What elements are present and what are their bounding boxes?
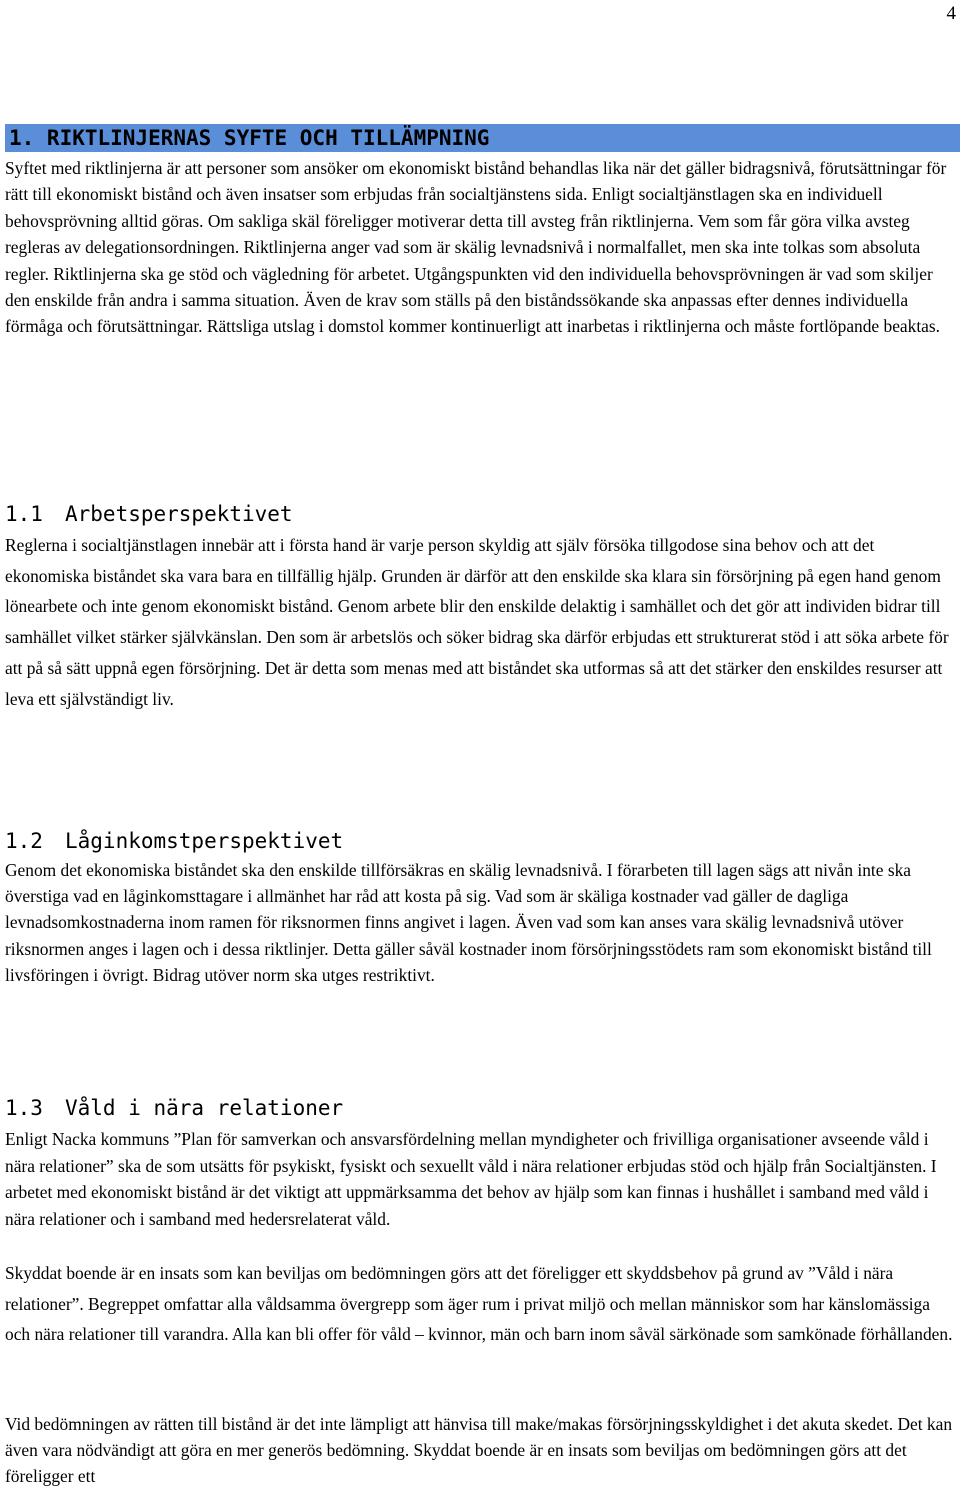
section-heading-1-2 [5,827,343,855]
section-number: 1.1 [5,502,43,526]
section-1-3-paragraph-3: Vid bedömningen av rätten till bistånd är det inte lämpligt att hänvisa till make/makas försörjningsskyldighet i det akuta skedet. Det kan även vara nödvändigt att göra en mer generös bedömning. Skyddat boende är en insats som beviljas om bedömningen görs att det föreligger ett [5,1414,953,1487]
section-1-2-paragraph: Genom det ekonomiska biståndet ska den enskilde tillförsäkras en skälig levnadsnivå. I förarbeten till lagen sägs att nivån inte ska överstiga vad en låginkomsttagare i allmänhet har råd att kosta på sig. Vad som är skäliga kostnader vad gäller de dagliga levnadsomkostnaderna inom ramen för riksnormen finns angivet i lagen. Även vad som kan anses vara skälig levnadsnivå utöver riksnormen anges i lagen och i dessa riktlinjer. Detta gäller såväl kostnader inom försörjningsstödets ram som ekonomiskt bistånd till livsföringen i övrigt. Bidrag utöver norm ska utges restriktivt. [5,860,932,985]
section-1-paragraph: Syftet med riktlinjerna är att personer som ansöker om ekonomiskt bistånd behandlas lika när det gäller bidragsnivå, förutsättningar för rätt till ekonomiskt bistånd och även insatser som erbjudas från socialtjänstens sida. Enligt socialtjänstlagen ska en individuell behovsprövning alltid göras. Om sakliga skäl föreligger motiverar detta till avsteg från riktlinjerna. Vem som får göra vilka avsteg regleras av delegationsordningen. Riktlinjerna anger vad som är skälig levnadsnivå i normalfallet, men ska inte tolkas som absoluta regler. Riktlinjerna ska ge stöd och vägledning för arbetet. Utgångspunkten vid den individuella behovsprövningen är vad som skiljer den enskilde från andra i samma situation. Även de krav som ställs på den biståndssökande ska anpassas efter dennes individuella förmåga och förutsättningar. Rättsliga utslag i domstol kommer kontinuerligt att inarbetas i riktlinjerna och måste fortlöpande beaktas. [5,158,947,337]
section-1-1-paragraph: Reglerna i socialtjänstlagen innebär att i första hand är varje person skyldig att själv försöka tillgodose sina behov och att det ekonomiska biståndet ska vara bara en tillfällig hjälp. Grunden är därför att den enskilde ska klara sin försörjning på egen hand genom lönearbete och inte genom ekonomiskt bistånd. Genom arbete blir den enskilde delaktig i samhället och det gör att individen bidrar till samhället vilket stärker självkänslan. Den som är arbetslös och söker bidrag ska därför erbjudas ett strukturerat stöd i att söka arbete för att på så sätt uppnå egen försörjning. Det är detta som menas med att biståndet ska utformas så att det stärker den enskildes resurser att leva ett självständigt liv. [5,535,949,709]
section-title: Arbetsperspektivet [65,502,293,526]
section-heading-1: 1. RIKTLINJERNAS SYFTE OCH TILLÄMPNING [5,124,960,152]
section-number: 1.2 [5,829,43,853]
section-title: Våld i nära relationer [65,1096,344,1120]
page-number: 4 [946,3,956,24]
section-number: 1.3 [5,1096,43,1120]
section-heading-1-1 [5,500,293,528]
section-title: Låginkomstperspektivet [65,829,344,853]
section-1-3-paragraph-2: Skyddat boende är en insats som kan beviljas om bedömningen görs att det föreligger ett skyddsbehov på grund av ”Våld i nära relationer”. Begreppet omfattar alla våldsamma övergrepp som äger rum i privat miljö och mellan människor som har känslomässiga och nära relationer till varandra. Alla kan bli offer för våld – kvinnor, män och barn inom såväl särkönade som samkönade förhållanden. [5,1263,953,1344]
section-1-3-paragraph-1: Enligt Nacka kommuns ”Plan för samverkan och ansvarsfördelning mellan myndigheter och frivilliga organisationer avseende våld i nära relationer” ska de som utsätts för psykiskt, fysiskt och sexuellt våld i nära relationer erbjudas stöd och hjälp från Socialtjänsten. I arbetet med ekonomiskt bistånd är det viktigt att uppmärksamma det behov av hjälp som kan finnas i hushållet i samband med våld i nära relationer och i samband med hedersrelaterat våld. [5,1129,937,1229]
section-heading-1-3 [5,1094,343,1122]
